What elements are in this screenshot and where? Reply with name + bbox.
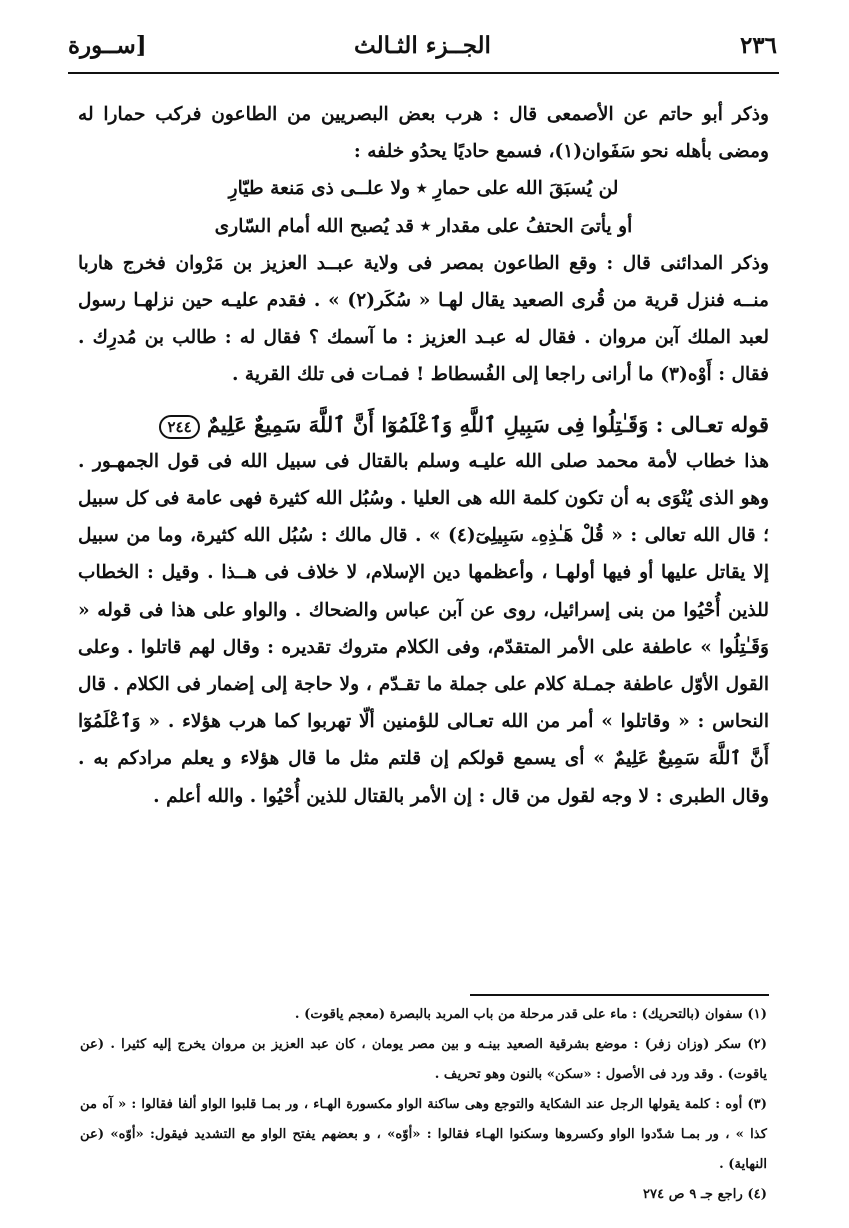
quran-intro: قوله تعـالى :: [655, 411, 769, 437]
poem-verses: [78, 170, 769, 244]
main-text: [78, 96, 769, 815]
poem-line-1: لن يُسبَقَ الله على حمارِ ٭ ولا علــى ذى مَنعة طيّارِ: [228, 178, 619, 200]
verse-number-badge: ٢٤٤: [159, 415, 199, 439]
header-rule: [68, 72, 779, 74]
footnote-rule: [470, 994, 769, 996]
page-number: ٢٣٦: [739, 32, 777, 59]
running-title: الجــزء الثـالث: [354, 32, 491, 59]
footnote-1: (١) سفوان (بالتحريك) : ماء على قدر مرحلة من باب المربد بالبصرة (معجم ياقوت) .: [294, 1007, 767, 1022]
footnote-2: (٢) سكر (وزان زفر) : موضع بشرقية الصعيد بينـه و بين مصر يومان ، كان عبد العزيز بن مروان يخرج إليه كثيرا . (عن ياقوت) . وقد ورد فى الأصول : «سكن» بالنون وهو تحريف .: [80, 1037, 767, 1082]
footnote-4: (٤) راجع جـ ٩ ص ٢٧٤: [642, 1187, 767, 1202]
paragraph-commentary: هذا خطاب لأمة محمد صلى الله عليـه وسلم بالقتال فى سبيل الله فى قول الجمهـور . وهو الذى يُنْوَى به أن تكون كلمة الله هى العليا . وسُبُل الله كثيرة فهى عامة فى كل سبيل ؛ قال الله تعالى : « قُلْ هَـٰذِهِۦ سَبِيلِىٓ(٤) » . قال مالك : سُبُل الله كثيرة، وما من سبيل إلا يقاتل عليها أو فيها أولهـا ، وأعظمها دين الإسلام، لا خلاف فى هــذا . وقيل : الخطاب للذين أُحْيُوا من بنى إسرائيل، روى عن آبن عباس والضحاك . والواو على هذا فى قوله « وَقَـٰتِلُوا » عاطفة على الأمر المتقدّم، وفى الكلام متروك تقديره : وقال لهم قاتلوا . وعلى القول الأوّل عاطفة جمـلة كلام على جملة ما تقـدّم ، ولا حاجة إلى إضمار فى الكلام . قال النحاس : « وقاتلوا » أمر من الله تعـالى للؤمنين ألّا تهربوا كما هرب هؤلاء . « وَٱعْلَمُوٓا أَنَّ ٱللَّهَ سَمِيعٌ عَلِيمٌ » أى يسمع قولكم إن قلتم مثل ما قال هؤلاء و يعلم مرادكم به . وقال الطبرى : لا وجه لقول من قال : إن الأمر بالقتال للذين أُحْيُوا . والله أعلم .: [78, 450, 769, 807]
poem-line-2: أو يأتىَ الحتفُ على مقدار ٭ قد يُصبح الله أمام السّارى: [214, 215, 633, 237]
footnotes: [80, 1000, 767, 1210]
quran-verse-line: [78, 406, 769, 443]
page-header: [68, 32, 777, 72]
footnote-3: (٣) أوه : كلمة يقولها الرجل عند الشكاية والتوجع وهى ساكنة الواو مكسورة الهـاء ، ور بمـا قلبوا الواو ألفا فقالوا : « آه من كذا » ، ور بمـا شدّدوا الواو وكسروها وسكنوا الهـاء فقالوا : «أوّه» ، و بعضهم يفتح الواو مع التشديد فيقول: «أوّه» (عن النهاية) .: [80, 1097, 767, 1172]
paragraph-asmai: وذكر أبو حاتم عن الأصمعى قال : هرب بعض البصريين من الطاعون فركب حمارا له ومضى بأهله نحو سَفَوان(١)، فسمع حاديًا يحدُو خلفه :: [78, 104, 769, 163]
spacer: [78, 394, 769, 406]
quran-verse-text: وَقَـٰتِلُوا فِى سَبِيلِ ٱللَّهِ وَٱعْلَمُوٓا أَنَّ ٱللَّهَ سَمِيعٌ عَلِيمٌ: [206, 411, 649, 437]
paragraph-madaini: وذكر المدائنى قال : وقع الطاعون بمصر فى ولاية عبــد العزيز بن مَرْوان فخرج هاربا منــه فنزل قرية من قُرى الصعيد يقال لهـا « سُكَر(٢) » . فقدم عليـه حين نزلهـا رسول لعبد الملك آبن مروان . فقال له عبـد العزيز : ما آسمك ؟ فقال له : طالب بن مُدرِك . فقال : أَوْه(٣) ما أرانى راجعا إلى الفُسطاط ! فمـات فى تلك القرية .: [78, 252, 770, 386]
surah-label: [ســورة: [68, 32, 147, 59]
